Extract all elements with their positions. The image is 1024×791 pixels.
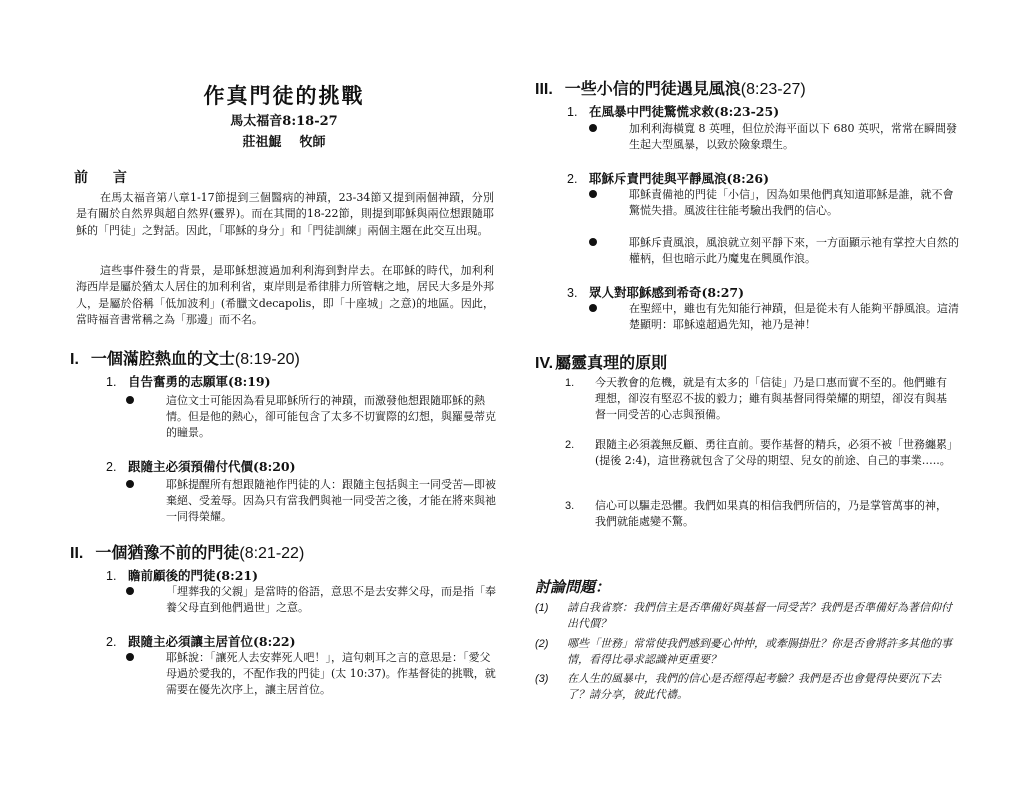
discussion-item-2: (2) 哪些「世務」常常使我們感到憂心忡忡，或牽腸掛肚？你是否會將許多其他的事情，看得比尋求認識神更重要？ [535, 637, 952, 666]
section-3-sub-2-bullet-1: 耶穌責備祂的門徒「小信」，因為如果他們真知道耶穌是誰，就不會驚慌失措。風波往往能考驗出我們的信心。 [629, 187, 959, 219]
discussion-heading: 討論問題： [535, 578, 611, 596]
page-title: 作真門徒的挑戰 [203, 83, 365, 108]
section-1-sub-1: 1. 自告奮勇的志願軍(8:19) [106, 374, 271, 389]
bullet-icon [126, 480, 134, 488]
bullet-icon [589, 238, 597, 246]
principle-item-2: 2. 跟隨主必須義無反顧、勇往直前。要作基督的精兵，必須不被「世務纏累」(提後 2:4)，這世務就包含了父母的期望、兒女的前途、自己的事業…..。 [565, 438, 953, 467]
scripture-reference: 馬太福音8:18-27 [230, 114, 338, 129]
section-2-sub-1-bullet: 「埋葬我的父親」是當時的俗語，意思不是去安葬父母，而是指「奉養父母直到他們過世」之意。 [166, 584, 496, 616]
bullet-icon [126, 653, 134, 661]
section-2-sub-1: 1. 瞻前顧後的門徒(8:21) [106, 568, 259, 583]
section-1-heading: I. 一個滿腔熱血的文士(8:19-20) [70, 349, 300, 368]
discussion-item-3: (3) 在人生的風暴中，我們的信心是否經得起考驗？我們是否也會覺得快要沉下去了？請分享，彼此代禱。 [535, 672, 941, 701]
section-3-sub-1: 1. 在風暴中門徒驚慌求救(8:23-25) [567, 104, 780, 119]
section-1-sub-2: 2. 跟隨主必須預備付代價(8:20) [106, 459, 296, 474]
intro-paragraph-1: 在馬太福音第八章1-17節提到三個醫病的神蹟，23-34節又提到兩個神蹟，分別是有關於自然界與超自然界(靈界)。而在其間的18-22節，則提到耶穌與兩位想跟隨耶穌的「門徒」之對話。因此，「耶穌的身分」和「門徒訓練」兩個主題在此交互出現。 [76, 191, 494, 237]
bullet-icon [589, 124, 597, 132]
section-2-sub-2-bullet: 耶穌說：「讓死人去安葬死人吧！」，這句刺耳之言的意思是：「愛父母過於愛我的，不配作我的門徒」(太 10:37)。作基督徒的挑戰，就需要在優先次序上，讓主居首位。 [166, 650, 496, 698]
principle-item-3: 3. 信心可以驅走恐懼。我們如果真的相信我們所信的，乃是掌管萬事的神，我們就能處變不驚。 [565, 499, 947, 528]
bullet-icon [589, 304, 597, 312]
section-3-sub-2-bullet-2: 耶穌斥責風浪，風浪就立刻平靜下來，一方面顯示祂有掌控大自然的權柄，但也暗示此乃魔鬼在興風作浪。 [629, 235, 959, 267]
section-3-sub-1-bullet: 加利利海橫寬 8 英哩，但位於海平面以下 680 英呎，常常在瞬間發生起大型風暴，以致於險象環生。 [629, 121, 959, 153]
author-role: 牧師 [299, 135, 326, 150]
bullet-icon [126, 587, 134, 595]
section-3-sub-3-bullet: 在聖經中，雖也有先知能行神蹟，但是從未有人能夠平靜風浪。這清楚顯明：耶穌遠超過先知，祂乃是神！ [629, 301, 959, 333]
section-2-sub-2: 2. 跟隨主必須讓主居首位(8:22) [106, 634, 296, 649]
section-1-sub-2-bullet: 耶穌提醒所有想跟隨祂作門徒的人：跟隨主包括與主一同受苦—即被棄絕、受羞辱。因為只有當我們與祂一同受苦之後，才能在將來與祂一同得榮耀。 [166, 477, 496, 525]
section-1-sub-1-bullet: 這位文士可能因為看見耶穌所行的神蹟，而激發他想跟隨耶穌的熱情。但是他的熱心，卻可能包含了太多不切實際的幻想，與羅曼蒂克的瞳景。 [166, 393, 496, 441]
author-line [64, 131, 504, 150]
section-4-heading: IV. 屬靈真理的原則 [535, 353, 668, 372]
intro-heading: 前 言 [74, 170, 137, 186]
bullet-icon [126, 396, 134, 404]
section-3-heading: III. 一些小信的門徒遇見風浪(8:23-27) [535, 79, 806, 98]
author-name: 莊祖鯤 [242, 135, 282, 150]
bullet-icon [589, 190, 597, 198]
section-3-sub-2: 2. 耶穌斥責門徒與平靜風浪(8:26) [567, 171, 770, 186]
section-3-sub-3: 3. 眾人對耶穌感到希奇(8:27) [567, 285, 745, 300]
intro-paragraph-2: 這些事件發生的背景，是耶穌想渡過加利利海到對岸去。在耶穌的時代，加利利海西岸是屬於猶太人居住的加利利省，東岸則是希律腓力所管轄之地，居民大多是外邦人，是屬於俗稱「低加波利」(希臘文decapolis，即「十座城」之意)的地區。因此，當時福音書常稱之為「那邊」而不名。 [76, 264, 494, 327]
principle-item-1: 1. 今天教會的危機，就是有太多的「信徒」乃是口惠而實不至的。他們雖有理想，卻沒有堅忍不拔的毅力；雖有與基督同得榮耀的期望，卻沒有與基督一同受苦的心志與預備。 [565, 376, 947, 421]
section-2-heading: II. 一個猶豫不前的門徒(8:21-22) [70, 543, 305, 562]
discussion-item-1: (1) 請自我省察：我們信主是否準備好與基督一同受苦？我們是否準備好為著信仰付出代價？ [535, 601, 952, 630]
